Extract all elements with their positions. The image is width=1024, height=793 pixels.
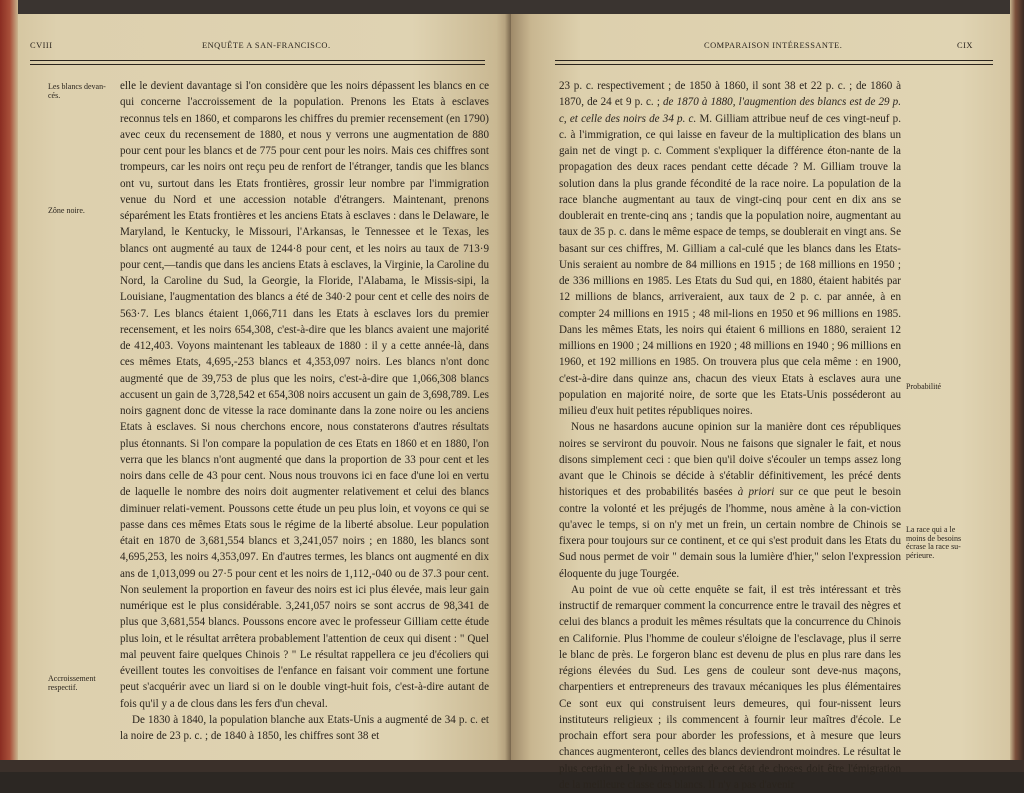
margin-note-probabilite: Probabilité (906, 382, 942, 391)
right-running-head: COMPARAISON INTÉRESSANTE. (704, 41, 843, 50)
right-page-number: CIX (957, 41, 973, 50)
right-header-rule (555, 60, 993, 61)
right-paragraph: Au point de vue où cette enquête se fait, il est très intéressant et très instructif de remarquer comment la concurrence entre le travail des nègres et celui des blancs a produit les mêmes résultats que la concurrence du Chinois en Californie. Plus l'homme de couleur s'éloigne de l'esclavage, plus il serre le blanc de près. Le forgeron blanc est devenu de plus en plus rare dans les régions élevées du Sud. Les gens de couleur sont deve-nus maçons, charpentiers et entrepreneurs des travaux mécaniques les plus élémentaires Ce sont eux qui construisent leurs demeures, qui four-nissent leurs instituteurs religieux ; ils commencent à fournir leur maîtres d'école. Le prochain effort sera pour aborder les professions, et à mesure que leurs chances augmenteront, celles des blancs deviendront moindres. Le résultat le plus certain et le plus important de cet état de choses doit être l'émigration de la meilleure classe des blancs. Il n'y a pas d'avenir (559, 583, 901, 791)
left-header-rule-thin (30, 64, 485, 65)
left-header-rule (30, 60, 485, 61)
right-body-text (559, 78, 901, 793)
margin-note-accroissement: Accroissement respectif. (48, 674, 96, 692)
left-page (18, 14, 511, 760)
book-top-edge (0, 0, 1024, 14)
left-running-head: ENQUÊTE A SAN-FRANCISCO. (202, 41, 331, 50)
left-paragraph: elle le devient davantage si l'on considère que les noirs dépassent les blancs en ce qui concerne l'accroissement de la population. Prenons les Etats à esclaves reconnus tels en 1860, et comparons les chiffres du premier recensement (en 1790) avec ceux du recensement de 1880, et nous y verrons une augmentation de 880 pour cent pour les blancs et de 775 pour cent pour les noirs. Mais ces chiffres sont trompeurs, car les noirs ont reçu peu de renfort de l'étranger, tandis que les blancs ont vu, surtout dans les Etats frontières, grossir leur nombre par l'immigration venue du Nord et une accession notable d'étrangers. Maintenant, prenons séparément les Etats frontières et les anciens Etats à esclaves : dans le Delaware, le Maryland, le Kentucky, le Missouri, l'Arkansas, le Tennessee et le Texas, les blancs ont augmenté au taux de 1244·8 pour cent, et les noirs au taux de 713·9 pour cent,—tandis que dans les anciens Etats à esclaves, la Virginie, la Caroline du Nord, la Caroline du Sud, la Georgie, la Floride, l'Alabama, le Missis-sipi, la Louisiane, l'augmentation des blancs a été de 340·2 pour cent et celle des noirs de 563·7. Les blancs étaient 1,066,711 dans les Etats à esclaves lors du premier recensement, et les noirs 654,308, c'est-à-dire que les blancs avaient une majorité de 412,403. Voyons maintenant les tableaux de 1880 : il y a cette année-là, dans ces mêmes Etats, 4,695,-253 blancs et 4,353,097 noirs. Les blancs n'ont donc augmenté que de 39,753 de plus que les noirs, c'est-à-dire que 1,066,308 blancs accusent un gain de 3,728,542 et 654,308 noirs accusent un gain de 3,698,789. Les noirs gagnent donc de vitesse la race dominante dans la zone noire ou les anciens Etats à esclaves. Si nous cherchons encore, nous constaterons d'autres résultats plus étonnants. Si l'on compare la population de ces Etats en 1860 et en 1880, l'on verra que les blancs n'ont augmenté que dans la proportion de 33 pour cent et les noirs dans celle de 43 pour cent. Nous nous trouvons ici en face d'une loi en vertu de laquelle le nombre des noirs doit augmenter relativement et celui des blancs diminuer relati-vement. Poussons cette étude un peu plus loin, et voyons ce qui se passe dans ces mêmes Etats sous le régime de la liberté absolue. Leur population était en 1870 de 3,681,554 blancs et 3,241,057 noirs ; en 1880, les blancs sont 4,695,253, les noirs 4,353,097. En d'autres termes, les blancs ont augmenté en dix ans de 1,013,099 ou 27·5 pour cent et les noirs de 1,112,-040 ou de 37.3 pour cent. Non seulement la proportion en faveur des noirs est ici plus élevée, mais leur gain numérique est le plus considérable. 3,241,057 noirs se sont accrus de 98,341 de plus que 3,681,554 blancs. Poussons encore avec le professeur Gilliam cette étude plus loin, et le résultat arrêtera probablement l'attention de ceux qui disent : " Quel mal peuvent faire quelques Chinois ? " Le résultat rappellera ce jeu d'écoliers qui éveillent toutes les convoitises de l'enfance en faisant voir comment une fortune peut s'acquérir avec un liard si on le double vingt-huit fois, c'est-à-dire autant de fois qu'il y a de clous dans les fers d'un cheval. (120, 80, 489, 710)
margin-note-race-qui-a-le-moins: La race qui a le moins de besoins écrase la race su- périeure. (906, 525, 962, 560)
margin-note-zone-noire: Zône noire. (48, 206, 85, 215)
left-page-number: CVIII (30, 41, 53, 50)
right-paragraph: 23 p. c. respectivement ; de 1850 à 1860, il sont 38 et 22 p. c. ; de 1860 à 1870, de 24 et 9 p. c. ; de 1870 à 1880, l'augmention des blancs est de 29 p. c, et celle des noirs de 34 p. c. M. Gilliam attribue neuf de ces vingt-neuf p. c. à l'immigration, ce qui laisse en faveur de la multiplication des blans un gain net de vingt p. c. Comment s'expliquer la différence éton-nante de la propagation des deux races pendant cette décade ? M. Gilliam trouve la solution dans la plus grande fécondité de la race noire. La population de la race blanche augmentant au taux de vingt-cinq pour cent en dix ans se doublerait en trente-cinq ans ; tandis que la population noire, augmentant au taux de 35 p. c. dans le même espace de temps, se doublerait en vingt ans. Se basant sur ces chiffres, M. Gilliam a cal-culé que les blancs dans les Etats-Unis seraient au nombre de 84 millions en 1915 ; de 168 millions en 1950 ; de 336 millions en 1985. Les Etats du Sud qui, en 1880, étaient habités par 12 millions de blancs, arriveraient, aux taux de 2 p. c. par année, à en compter 24 millions en 1915 ; 48 mil-lions en 1950 et 96 millions en 1985. Dans les mêmes Etats, les noirs qui étaient 6 millions en 1880, seraient 12 millions en 1900 ; 24 millions en 1920 ; 48 millions en 1940 ; 96 millions en 1960, et 192 millions en 1985. On trouvera plus que cela même : en 1900, c'est-à-dire dans quinze ans, chacun des vieux Etats à esclaves aura une population en majorité noire, de sorte que les Etats-Unis posséderont au milieu d'eux huit petites républiques noires. (559, 80, 901, 417)
book-right-cover-edge (1010, 0, 1024, 772)
right-page (511, 14, 1010, 791)
left-paragraph: De 1830 à 1840, la population blanche aux Etats-Unis a augmenté de 34 p. c. et la noire de 23 p. c. ; de 1840 à 1850, les chiffres sont 38 et (120, 713, 489, 742)
book-left-cover-edge (0, 0, 18, 772)
right-header-rule-thin (555, 64, 993, 65)
left-body-text (120, 78, 489, 744)
right-paragraph: Nous ne hasardons aucune opinion sur la manière dont ces républiques noires se serviront du pouvoir. Nous ne faisons que signaler le fait, et nous disons simplement ceci : que bien qu'il doive s'écouler un temps assez long avant que le Chinois se décide à s'établir définitivement, les précé dents historiques et des probabilités basées à priori sur ce que peut le besoin contre la volonté et les préjugés de l'homme, nous amène à la con-viction qu'avec le temps, si on n'y met un frein, un certain nombre de Chinois se fixera pour toujours sur ce continent, et ce qui s'est produit dans les Etats du Sud nous permet de voir " demain sous la lumière d'hier," selon l'expression éloquente du juge Tourgée. (559, 421, 902, 580)
margin-note-blancs: Les blancs devan- cés. (48, 82, 106, 100)
